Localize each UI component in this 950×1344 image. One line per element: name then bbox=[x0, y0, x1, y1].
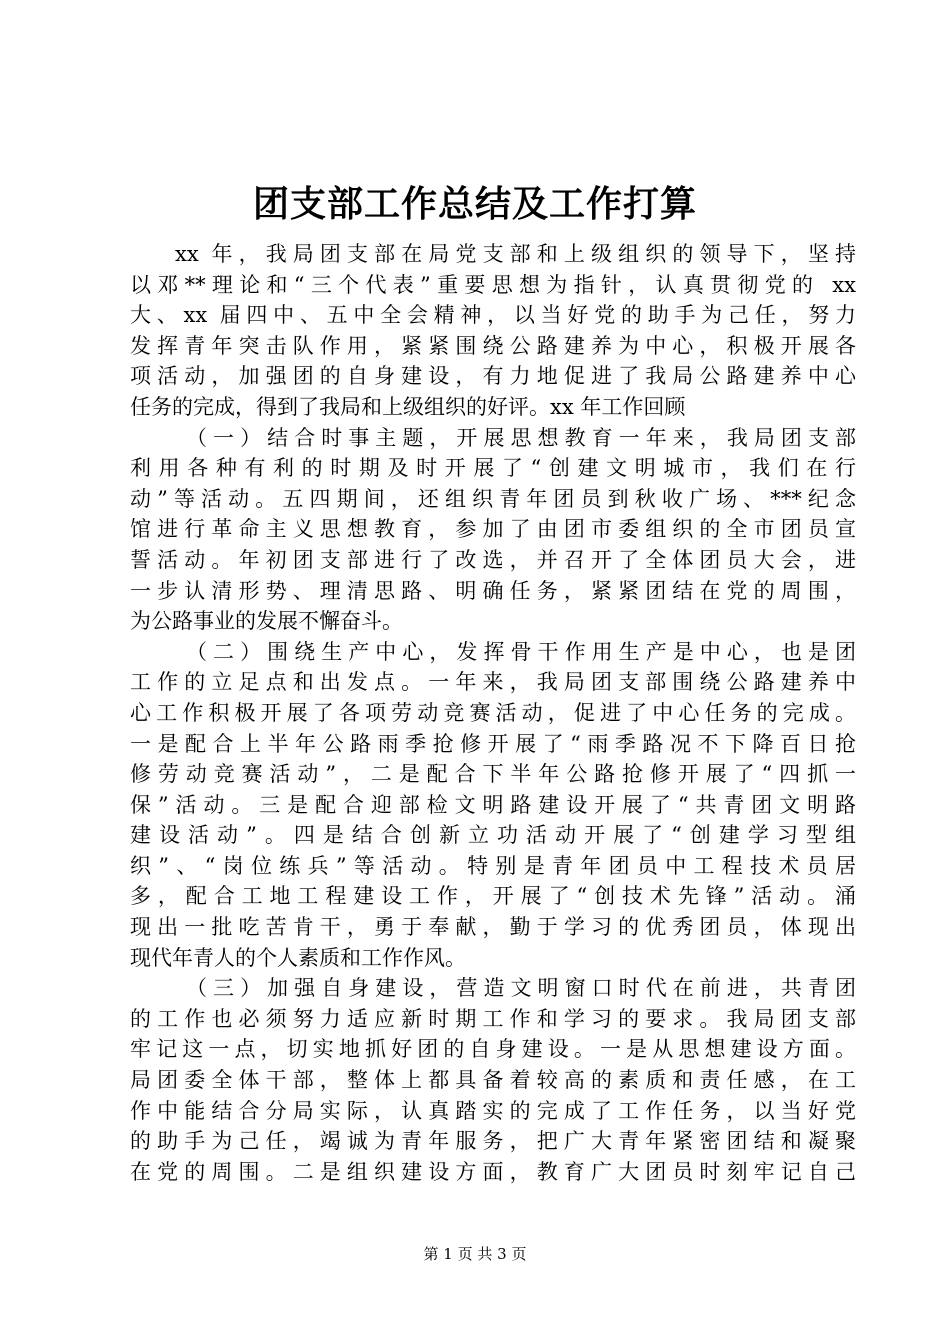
page-footer: 第 1 页 共 3 页 bbox=[423, 1245, 527, 1263]
text-line: 织”、“岗位练兵”等活动。特别是青年团员中工程技术员居 bbox=[130, 853, 856, 878]
text-line: 任务的完成，得到了我局和上级组织的好评。xx 年工作回顾 bbox=[130, 394, 686, 419]
text-line: 一步认清形势、理清思路、明确任务，紧紧团结在党的周围， bbox=[130, 578, 856, 603]
text-line: 现代年青人的个人素质和工作作风。 bbox=[130, 945, 466, 970]
text-line: （一）结合时事主题，开展思想教育一年来，我局团支部 bbox=[186, 425, 856, 450]
text-line: 为公路事业的发展不懈奋斗。 bbox=[130, 609, 403, 634]
text-line: 保”活动。三是配合迎部检文明路建设开展了“共青团文明路 bbox=[130, 792, 856, 817]
text-line: 作中能结合分局实际，认真踏实的完成了工作任务，以当好党 bbox=[130, 1098, 856, 1123]
text-line: xx 年，我局团支部在局党支部和上级组织的领导下，坚持 bbox=[175, 242, 856, 266]
text-line: 工作的立足点和出发点。一年来，我局团支部围绕公路建养中 bbox=[130, 670, 856, 695]
text-line: 局团委全体干部，整体上都具备着较高的素质和责任感，在工 bbox=[130, 1068, 856, 1093]
document-body bbox=[130, 239, 856, 1189]
text-line: 大、xx 届四中、五中全会精神，以当好党的助手为己任，努力 bbox=[130, 303, 856, 328]
text-line: 的助手为己任，竭诚为青年服务，把广大青年紧密团结和凝聚 bbox=[130, 1129, 856, 1154]
text-line: 多，配合工地工程建设工作，开展了“创技术先锋”活动。涌 bbox=[130, 884, 856, 909]
text-line: 誓活动。年初团支部进行了改选，并召开了全体团员大会，进 bbox=[130, 547, 856, 572]
text-line: 动”等活动。五四期间，还组织青年团员到秋收广场、***纪念 bbox=[130, 486, 856, 511]
text-line: 项活动，加强团的自身建设，有力地促进了我局公路建养中心 bbox=[130, 364, 856, 389]
text-line: 利用各种有利的时期及时开展了“创建文明城市，我们在行 bbox=[130, 456, 856, 481]
text-line: 心工作积极开展了各项劳动竞赛活动，促进了中心任务的完成。 bbox=[130, 700, 856, 725]
text-line: 一是配合上半年公路雨季抢修开展了“雨季路况不下降百日抢 bbox=[130, 731, 856, 756]
text-line: 修劳动竞赛活动”，二是配合下半年公路抢修开展了“四抓一 bbox=[130, 762, 856, 787]
text-line: 发挥青年突击队作用，紧紧围绕公路建养为中心，积极开展各 bbox=[130, 333, 856, 358]
text-line: 的工作也必须努力适应新时期工作和学习的要求。我局团支部 bbox=[130, 1006, 856, 1031]
text-line: 建设活动”。四是结合创新立功活动开展了“创建学习型组 bbox=[130, 823, 856, 848]
text-line: （二）围绕生产中心，发挥骨干作用生产是中心，也是团 bbox=[186, 639, 856, 664]
text-line: 牢记这一点，切实地抓好团的自身建设。一是从思想建设方面。 bbox=[130, 1037, 856, 1062]
text-line: 在党的周围。二是组织建设方面，教育广大团员时刻牢记自己 bbox=[130, 1159, 856, 1184]
text-line: 现出一批吃苦肯干，勇于奉献，勤于学习的优秀团员，体现出 bbox=[130, 915, 856, 940]
text-line: （三）加强自身建设，营造文明窗口时代在前进，共青团 bbox=[186, 976, 856, 1001]
text-line: 以邓**理论和“三个代表”重要思想为指针，认真贯彻党的 xx bbox=[130, 272, 856, 297]
text-line: 馆进行革命主义思想教育，参加了由团市委组织的全市团员宣 bbox=[130, 517, 856, 542]
document-title: 团支部工作总结及工作打算 bbox=[252, 183, 697, 225]
